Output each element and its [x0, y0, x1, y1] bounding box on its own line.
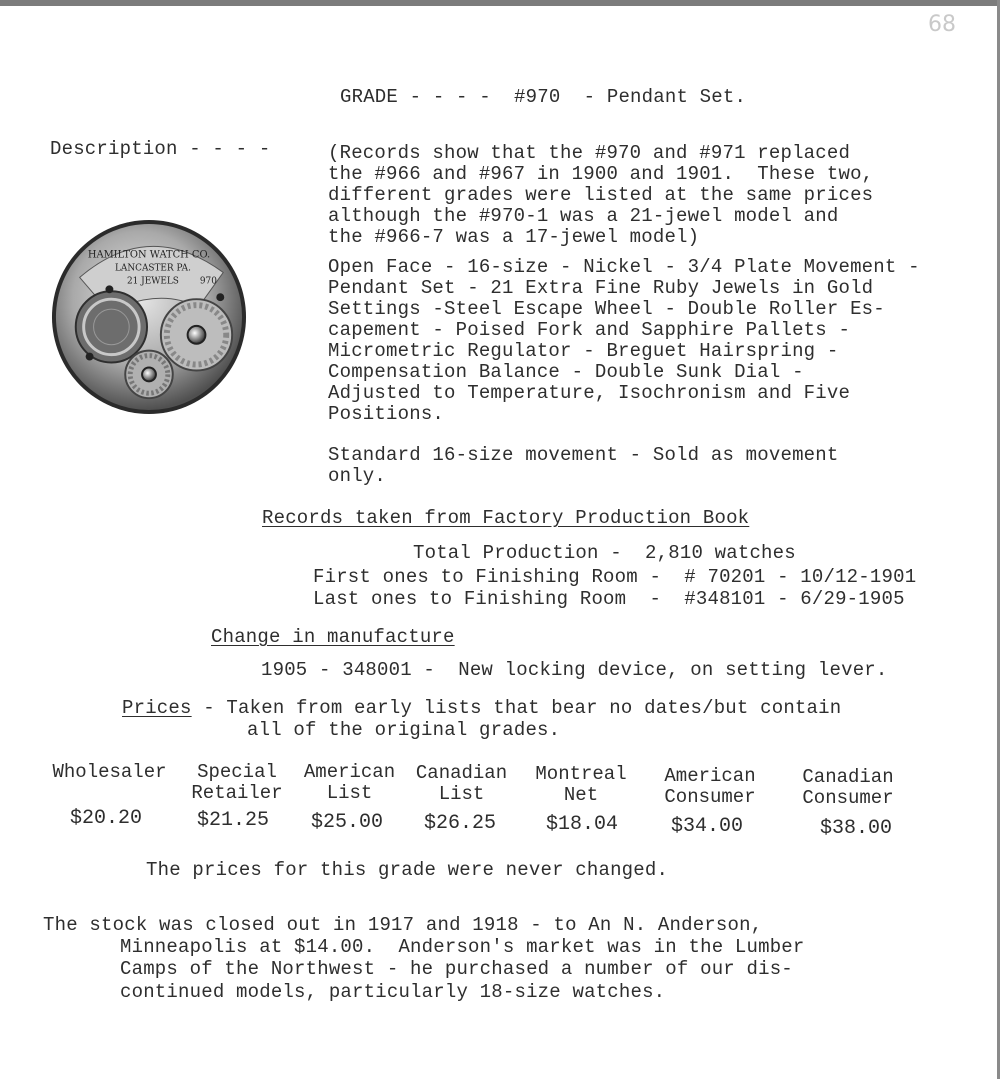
spec-line: Compensation Balance - Double Sunk Dial -	[328, 361, 804, 383]
first-finishing: First ones to Finishing Room - # 70201 - 10/12-1901	[313, 566, 917, 588]
spec-line: Open Face - 16-size - Nickel - 3/4 Plate Movement -	[328, 256, 920, 278]
price-value: $26.25	[424, 812, 497, 835]
watch-engraving-grade: 970	[199, 276, 217, 287]
price-header: Wholesaler	[52, 761, 167, 783]
records-note-line: the #966-7 was a 17-jewel model)	[328, 226, 700, 248]
watch-movement-image	[50, 218, 248, 416]
price-header: Special Retailer	[191, 761, 283, 804]
total-production: Total Production - 2,810 watches	[413, 542, 796, 564]
prices-note: - Taken from early lists that bear no dates/but contain	[191, 697, 842, 719]
closing-line: Minneapolis at $14.00. Anderson's market was in the Lumber	[120, 936, 805, 958]
prices-label: Prices	[122, 697, 192, 719]
price-header: American Consumer	[664, 765, 756, 808]
spec-line: Pendant Set - 21 Extra Fine Ruby Jewels in Gold	[328, 277, 874, 299]
page-title: GRADE - - - - #970 - Pendant Set.	[340, 86, 747, 108]
prices-intro	[122, 698, 841, 719]
production-heading: Records taken from Factory Production Book	[262, 507, 750, 529]
spec-line: capement - Poised Fork and Sapphire Pallets -	[328, 319, 851, 341]
watch-engraving-maker: HAMILTON WATCH CO.	[87, 249, 211, 261]
spec-line: Positions.	[328, 403, 445, 425]
price-value: $20.20	[70, 807, 143, 830]
closing-line: The stock was closed out in 1917 and 1918 - to An N. Anderson,	[43, 914, 763, 936]
watch-engraving-jewels: 21 JEWELS	[126, 276, 179, 287]
spec-line: Adjusted to Temperature, Isochronism and Five	[328, 382, 851, 404]
records-note-line: the #966 and #967 in 1900 and 1901. These two,	[328, 163, 874, 185]
change-entry: 1905 - 348001 - New locking device, on setting lever.	[261, 659, 888, 681]
change-heading: Change in manufacture	[211, 626, 455, 648]
closing-line: Camps of the Northwest - he purchased a number of our dis-	[120, 958, 793, 980]
price-value: $18.04	[546, 813, 619, 836]
records-note-line: although the #970-1 was a 21-jewel model and	[328, 205, 839, 227]
records-note-line: different grades were listed at the same prices	[328, 184, 874, 206]
standard-note-line: Standard 16-size movement - Sold as movement	[328, 444, 839, 466]
closing-line: continued models, particularly 18-size watches.	[120, 981, 666, 1003]
spec-line: Settings -Steel Escape Wheel - Double Roller Es-	[328, 298, 885, 320]
prices-note-line: all of the original grades.	[247, 719, 561, 741]
last-finishing: Last ones to Finishing Room - #348101 - 6/29-1905	[313, 588, 905, 610]
price-header: Canadian Consumer	[802, 766, 894, 809]
price-header: Canadian List	[415, 762, 508, 805]
price-value: $21.25	[197, 809, 270, 832]
spec-line: Micrometric Regulator - Breguet Hairspring -	[328, 340, 839, 362]
price-value: $34.00	[671, 815, 744, 838]
scan-top-border	[0, 0, 1000, 6]
records-note-line: (Records show that the #970 and #971 replaced	[328, 142, 851, 164]
description-label: Description - - - -	[50, 138, 271, 160]
price-value: $38.00	[820, 817, 893, 840]
prices-never-changed: The prices for this grade were never changed.	[146, 859, 669, 881]
page-number: 68	[928, 12, 956, 37]
price-value: $25.00	[311, 811, 384, 834]
standard-note-line: only.	[328, 465, 387, 487]
price-header: American List	[303, 761, 396, 804]
watch-engraving-city: LANCASTER PA.	[115, 263, 191, 274]
price-header: Montreal Net	[535, 763, 627, 806]
